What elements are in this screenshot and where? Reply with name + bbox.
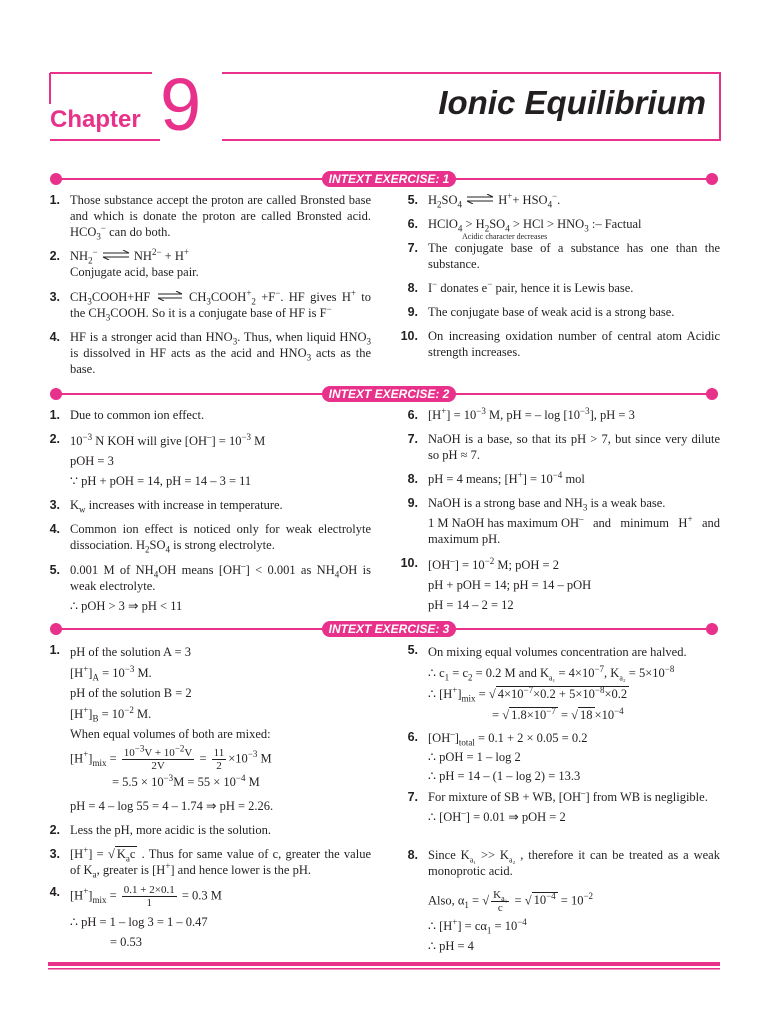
ex1-item-4: 4. HF is a stronger acid than $HNO_3$. Thus, when liquid $HNO_3$ is dissolved in HF acts as the acid and $HNO_3$ acts as the base.: [49, 330, 372, 376]
ex2-item-1: 1. Due to common ion effect.: [49, 408, 205, 422]
sqrt-icon: √: [524, 893, 532, 908]
ex3-item-5: 5. On mixing equal volumes concentration are halved. ∴ $c_1 = c_2 = 0.2$ M and $K_{a_1} = 4\times 10^{-7}$, $K_{a_2} = 5\times 10^{-8}$ ∴ $[H^+]_{mix}$ = √ $4\times 10^{-7}\times 0.2 + 5\times 10^{-8}\times 0.2$ = √ $1.8\times 10^{-7}$ = √ $18 \times 10^{-4}$: [407, 643, 687, 722]
ex2-item-8: 8. pH = 4 means; $[H^+] = 10^{-4}$ mol: [407, 469, 585, 486]
sqrt-icon: √: [488, 687, 496, 701]
chapter-number: 9: [160, 63, 202, 146]
ex1-item-2: 2. $NH_2^-$ $NH^{2-} + H^+$ Conjugate acid, base pair.: [49, 246, 199, 279]
ex2-item-10: 10. $[OH^-] = 10^{-2}$ M; pOH = 2 pH + pOH = 14; pH = 14 – pOH pH = 14 – 2 = 12: [400, 555, 592, 612]
ex1-item-1: 1. Those substance accept the proton are called Bronsted base and which is donate the proton are called Bronsted acid. $HCO_3^-$ can do both.: [49, 193, 371, 242]
sqrt-icon: √: [502, 708, 510, 722]
ex3-item-4: 4. $[H^+]_{mix}$ = $\frac{0.1 + 2\times 0.1}{1}$ = 0.3 M ∴ pH = 1 – log 3 = 1 – 0.47 = 0.53: [49, 884, 222, 949]
footer-rule: [48, 962, 720, 970]
ex2-item-6: 6. $[H^+] = 10^{-3}$ M, pH = – $\log [10^{-3}]$, pH = 3: [407, 405, 635, 422]
ex3-item-6: 6. $[OH^-]_{total} = 0.1 + 2 \times 0.05 = 0.2$ ∴ pOH = 1 – log 2 ∴ pH = 14 – (1 – log 2) = 13.3: [407, 728, 588, 783]
ex1-item-3: 3. $CH_3COOH+HF$ $CH_3COOH^+_2 +F^-$. HF gives H+ to the $CH_3COOH$. So it is a conjugate base of HF is F−: [49, 287, 371, 323]
exercise-2-title: INTEXT EXERCISE: 2: [322, 386, 456, 402]
ex1-item-5: 5. $H_2SO_4$ $H^++ HSO_4^-$.: [407, 190, 561, 210]
ex1-item-10: 10. On increasing oxidation number of central atom Acidic strength increases.: [400, 329, 720, 359]
ex3-item-1: 1. pH of the solution A = 3 $[H^+]_A = 10^{-3}$ M. pH of the solution B = 2 $[H^+]_B = 10^{-2}$ M. When equal volumes of both are mixed: $[H^+]_{mix}$ = $\frac{10^{-3}V + 10^{-2}V}{2V}$ = $\frac{11}{2}$ $\times 10^{-3}$ M = $5.5 \times 10^{-3}M = 55 \times 10^{-4}$ M pH = 4 – log 55 = 4 – 1.74 ⇒ pH = 2.26.: [49, 643, 274, 813]
chapter-label: Chapter: [50, 106, 141, 133]
ex3-item-3: 3. [H+] = √ $K_ac$ . Thus for same value of c, greater the value of $K_a$, greater is [H+] and hence lower is the pH.: [49, 844, 371, 880]
fraction: $\frac{K_{a_1}}{c}$: [493, 889, 508, 914]
ex3-item-8: 8. Since $K_{a_1} >> K_{a_2}$ , therefore it can be treated as a weak monoprotic acid. Also, $\alpha_1$ = √ $\frac{K_{a_1}}{c}$ = √ $10^{-4} = 10^{-2}$ ∴ $[H^+] = c\alpha_1 = 10^{-4}$ ∴ pH = 4: [407, 848, 720, 953]
ex2-item-4: 4. Common ion effect is noticed only for weak electrolyte dissociation. $H_2SO_4$ is strong electrolyte.: [49, 522, 371, 555]
ex1-item-8: 8. I− donates e− pair, hence it is Lewis base.: [407, 278, 634, 295]
exercise-3-title: INTEXT EXERCISE: 3: [322, 621, 456, 637]
ex2-item-3: 3. $K_w$ increases with increase in temperature.: [49, 498, 283, 515]
ex3-item-2: 2. Less the pH, more acidic is the solution.: [49, 823, 272, 837]
ex2-item-5: 5. 0.001 M of $NH_4OH$ means [OH–] < 0.001 as $NH_4OH$ is weak electrolyte. ∴ pOH > 3 ⇒ pH < 11: [49, 560, 371, 613]
ex3-item-7: 7. For mixture of SB + WB, [OH–] from WB is negligible. ∴ [OH–] = 0.01 ⇒ pOH = 2: [407, 787, 708, 824]
fraction: $\frac{10^{-3}V + 10^{-2}V}{2V}$: [123, 742, 193, 772]
acidic-character-note: Acidic character decreases: [462, 232, 548, 241]
equilibrium-arrow-icon: [101, 250, 131, 260]
equilibrium-arrow-icon: [156, 291, 184, 301]
sqrt-icon: √: [482, 893, 490, 908]
exercise-1-title: INTEXT EXERCISE: 1: [322, 171, 456, 187]
sqrt-icon: √: [107, 847, 115, 861]
ex1-item-9: 9. The conjugate base of weak acid is a strong base.: [407, 305, 675, 319]
ex2-item-9: 9. NaOH is a strong base and $NH_3$ is a weak base. 1 M NaOH has maximum OH– and minimum H+ and maximum pH.: [407, 496, 720, 546]
ex2-item-7: 7. NaOH is a base, so that its pH > 7, but since very dilute so pH ≈ 7.: [407, 432, 720, 462]
ex1-item-7: 7. The conjugate base of a substance has one than the substance.: [407, 241, 720, 271]
chapter-title: Ionic Equilibrium: [438, 84, 706, 121]
fraction: $\frac{0.1 + 2\times 0.1}{1}$: [123, 884, 175, 909]
fraction: $\frac{11}{2}$: [213, 746, 225, 772]
equilibrium-arrow-icon: [465, 194, 495, 204]
sqrt-icon: √: [571, 708, 579, 722]
ex1-item-6: 6. HClO$_4$ > $H_2SO_4$ > HCl > $HNO_3$ :– Factual Acidic character decreases: [398, 216, 720, 242]
ex2-item-2: 2. $10^{-3}$ N KOH will give $[OH^-] = 10^{-3}$ M pOH = 3 ∵ pH + pOH = 14, pH = 14 – 3 = 11: [49, 431, 266, 488]
